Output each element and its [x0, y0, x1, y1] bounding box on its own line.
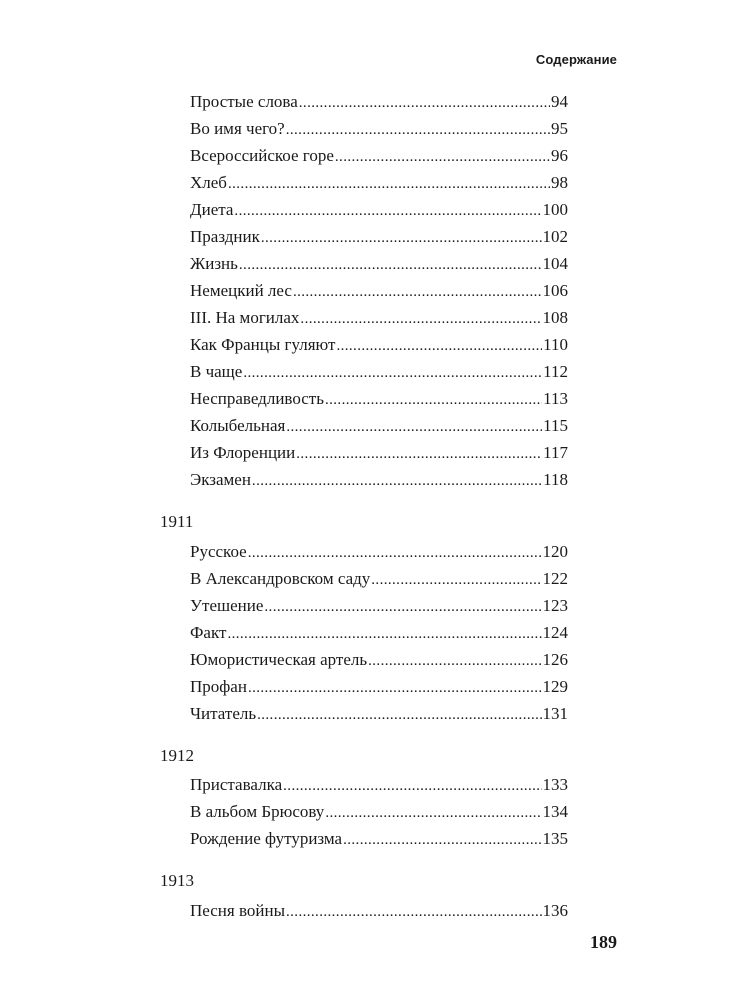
dot-leader — [293, 279, 542, 305]
year-heading: 1913 — [160, 871, 194, 890]
toc-entry-title: Экзамен — [190, 470, 251, 489]
toc-entry-page: 95 — [551, 119, 568, 138]
toc-entry-page: 120 — [542, 542, 568, 561]
toc-entry-title: В чаще — [190, 362, 243, 381]
toc-entry — [190, 251, 568, 277]
toc-entry — [190, 386, 568, 412]
toc-entry — [190, 413, 568, 439]
toc-entry — [190, 89, 568, 115]
toc-entry-title: Песня войны — [190, 901, 285, 920]
toc-entry-title: Рождение футуризма — [190, 829, 343, 848]
dot-leader — [261, 225, 542, 251]
toc-entry — [190, 566, 568, 592]
toc-entry — [190, 620, 568, 646]
toc-entry-page: 122 — [542, 569, 568, 588]
toc-entry-page: 136 — [542, 901, 568, 920]
dot-leader — [336, 333, 542, 359]
toc-entry-title: Факт — [190, 623, 227, 642]
dot-leader — [286, 117, 550, 143]
toc-entry-title: Юмористическая артель — [190, 650, 368, 669]
dot-leader — [299, 90, 550, 116]
toc-entry — [190, 143, 568, 169]
dot-leader — [368, 648, 541, 674]
toc-entry-title: Праздник — [190, 227, 260, 246]
dot-leader — [248, 540, 542, 566]
dot-leader — [283, 773, 541, 799]
year-heading: 1911 — [160, 512, 194, 531]
toc-entry-title: Русское — [190, 542, 247, 561]
dot-leader — [243, 360, 542, 386]
toc-entry-page: 104 — [542, 254, 568, 273]
toc-entry-page: 126 — [542, 650, 568, 669]
toc-entry-page: 96 — [551, 146, 568, 165]
running-head: Содержание — [535, 52, 617, 67]
toc-entry-page: 129 — [542, 677, 568, 696]
dot-leader — [248, 675, 542, 701]
toc-entry-title: Всероссийское горе — [190, 146, 334, 165]
dot-leader — [296, 441, 542, 467]
toc-entry-title: Колыбельная — [190, 416, 286, 435]
toc-entry — [190, 197, 568, 223]
page-number: 189 — [590, 932, 617, 952]
toc-entry-title: Немецкий лес — [190, 281, 292, 300]
toc-entry-page: 135 — [542, 829, 568, 848]
toc-entry-page: 115 — [543, 416, 568, 435]
toc-entry — [190, 170, 568, 196]
toc-entry — [190, 593, 568, 619]
toc-entry-page: 134 — [542, 802, 568, 821]
toc-entry-page: 106 — [542, 281, 568, 300]
dot-leader — [257, 702, 541, 728]
toc-entry-title: Во имя чего? — [190, 119, 285, 138]
toc-entry-page: 117 — [543, 443, 568, 462]
dot-leader — [252, 468, 542, 494]
dot-leader — [343, 827, 541, 853]
toc-entry-title: Профан — [190, 677, 247, 696]
toc-entry-title: Приставалка — [190, 775, 283, 794]
dot-leader — [286, 414, 542, 440]
toc-entry-title: Простые слова — [190, 92, 298, 111]
dot-leader — [264, 594, 541, 620]
toc-entry-title: Диета — [190, 200, 234, 219]
dot-leader — [234, 198, 541, 224]
year-heading: 1912 — [160, 746, 194, 765]
toc-entry — [190, 332, 568, 358]
toc-entry — [190, 359, 568, 385]
toc-entry — [190, 898, 568, 924]
toc-entry-page: 94 — [551, 92, 568, 111]
dot-leader — [325, 800, 541, 826]
dot-leader — [228, 171, 550, 197]
toc-entry-title: Несправедливость — [190, 389, 324, 408]
toc-entry-title: Жизнь — [190, 254, 238, 273]
toc-entry — [190, 278, 568, 304]
toc-entry — [190, 224, 568, 250]
toc-entry-page: 112 — [543, 362, 568, 381]
toc-entry — [190, 305, 568, 331]
toc-entry-page: 98 — [551, 173, 568, 192]
toc-entry — [190, 539, 568, 565]
dot-leader — [300, 306, 541, 332]
toc-entry — [190, 826, 568, 852]
toc-entry — [190, 701, 568, 727]
toc-entry-page: 102 — [542, 227, 568, 246]
toc-entry-page: 113 — [543, 389, 568, 408]
dot-leader — [286, 899, 542, 925]
toc-entry — [190, 674, 568, 700]
toc-entry-title: Утешение — [190, 596, 264, 615]
toc-entry-title: В Александровском саду — [190, 569, 371, 588]
dot-leader — [239, 252, 542, 278]
toc-entry-page: 100 — [542, 200, 568, 219]
toc-entry-title: Читатель — [190, 704, 257, 723]
toc-entry-page: 123 — [542, 596, 568, 615]
dot-leader — [227, 621, 541, 647]
toc-entry — [190, 467, 568, 493]
toc-entry — [190, 647, 568, 673]
toc-entry-page: 110 — [543, 335, 568, 354]
toc-entry-page: 133 — [542, 775, 568, 794]
dot-leader — [325, 387, 542, 413]
toc-entry-title: Хлеб — [190, 173, 227, 192]
toc-entry — [190, 440, 568, 466]
dot-leader — [335, 144, 550, 170]
toc-entry-page: 118 — [543, 470, 568, 489]
toc-entry-page: 108 — [542, 308, 568, 327]
toc-entry — [190, 116, 568, 142]
dot-leader — [371, 567, 541, 593]
toc-entry-title: Как Францы гуляют — [190, 335, 336, 354]
toc-entry-title: В альбом Брюсову — [190, 802, 325, 821]
toc-entry-page: 124 — [542, 623, 568, 642]
toc-entry-title: Из Флоренции — [190, 443, 296, 462]
toc-entry — [190, 799, 568, 825]
toc-entry-page: 131 — [542, 704, 568, 723]
toc-entry — [190, 772, 568, 798]
toc-entry-title: III. На могилах — [190, 308, 300, 327]
